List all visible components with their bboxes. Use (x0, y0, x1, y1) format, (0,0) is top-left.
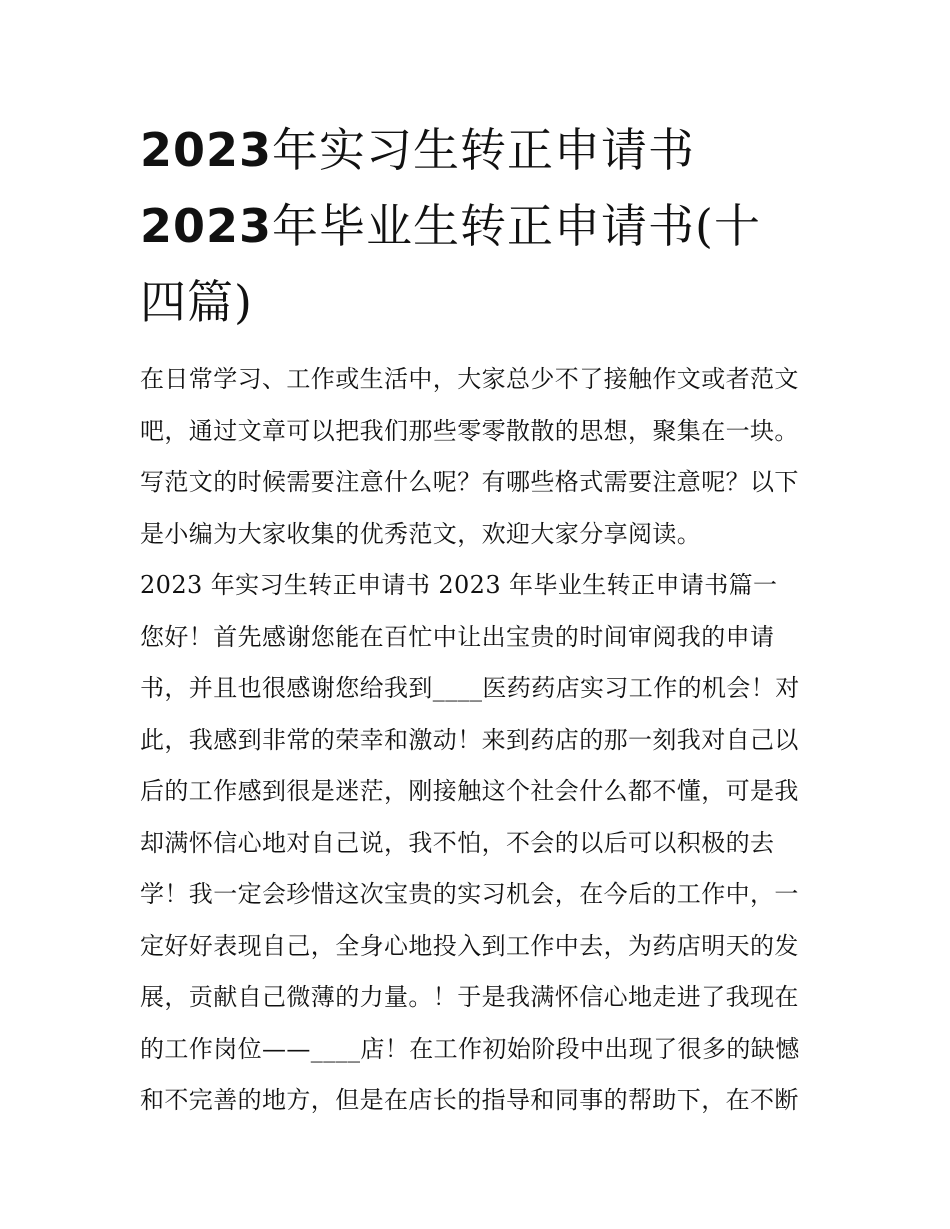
title-year: 2023 (140, 123, 273, 177)
document-page (140, 112, 820, 1127)
body-line: 和不完善的地方，但是在店长的指导和同事的帮助下，在不断 (140, 1086, 799, 1114)
body-line: 学！我一定会珍惜这次宝贵的实习机会，在今后的工作中，一 (140, 880, 799, 908)
body-line: 此，我感到非常的荣幸和激动！来到药店的那一刻我对自己以 (140, 725, 799, 754)
body-line: 在日常学习、工作或生活中，大家总少不了接触作文或者范文 (140, 365, 799, 393)
body-line: 吧，通过文章可以把我们那些零零散散的思想，聚集在一块。 (140, 416, 799, 445)
body-line: 书，并且也很感谢您给我到____医药药店实习工作的机会！对 (140, 674, 800, 702)
title-line-1 (140, 112, 820, 188)
title-text: 年实习生转正申请书 (272, 123, 696, 177)
title-text: 四篇) (140, 275, 253, 329)
body-line: 却满怀信心地对自己说，我不怕，不会的以后可以积极的去 (140, 828, 775, 857)
title-text: 年毕业生转正申请书(十 (272, 199, 761, 253)
document-body (140, 354, 820, 1127)
document-title (140, 112, 820, 340)
body-line: 展，贡献自己微薄的力量。！于是我满怀信心地走进了我现在 (140, 983, 799, 1011)
title-year: 2023 (140, 199, 273, 253)
body-line: 写范文的时候需要注意什么呢？有哪些格式需要注意呢？以下 (140, 468, 799, 496)
title-line-2 (140, 188, 820, 264)
body-line: 定好好表现自己，全身心地投入到工作中去，为药店明天的发 (140, 931, 799, 960)
section-heading: 2023 年实习生转正申请书 2023 年毕业生转正申请书篇一 (140, 571, 778, 599)
body-line: 后的工作感到很是迷茫，刚接触这个社会什么都不懂，可是我 (140, 777, 799, 805)
body-line: 是小编为大家收集的优秀范文，欢迎大家分享阅读。 (140, 519, 702, 548)
body-line: 的工作岗位——____店！在工作初始阶段中出现了很多的缺憾 (140, 1034, 800, 1063)
body-line: 您好！首先感谢您能在百忙中让出宝贵的时间审阅我的申请 (140, 622, 775, 651)
title-line-3 (140, 264, 820, 340)
